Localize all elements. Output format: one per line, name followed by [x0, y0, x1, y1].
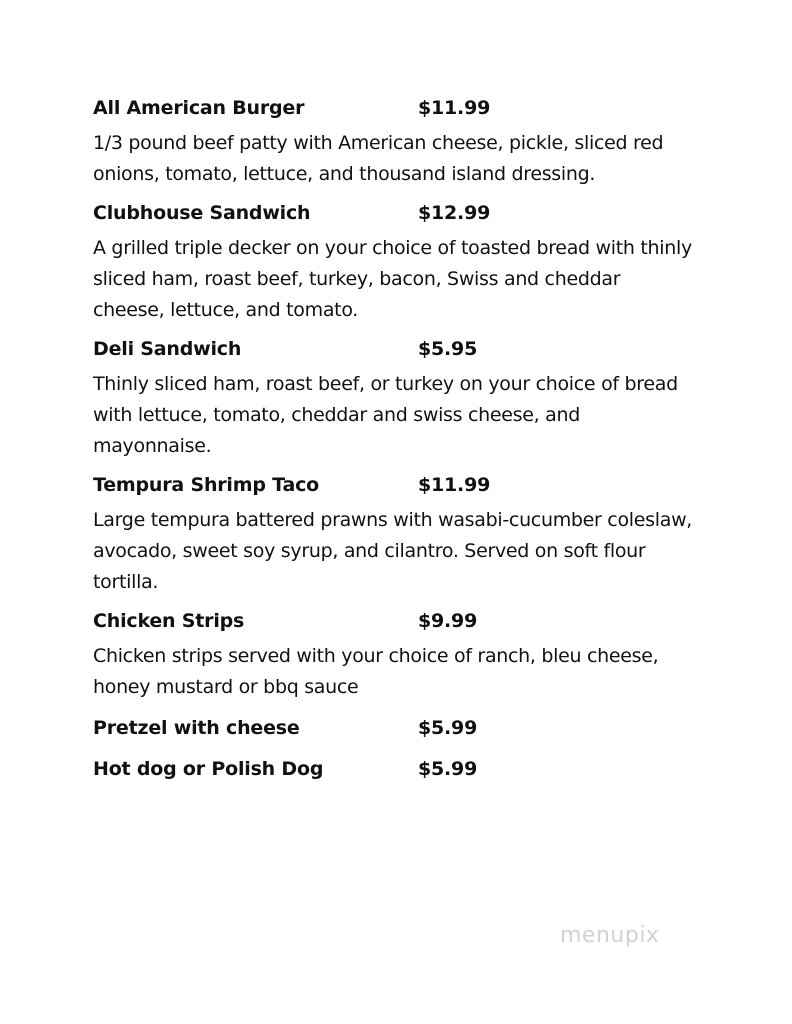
menu-item-header [93, 195, 713, 231]
menu-item-name: Chicken Strips [93, 610, 245, 632]
menu-list [93, 90, 713, 787]
menu-item-header [93, 90, 713, 126]
watermark-logo: menupix [560, 923, 660, 948]
menu-item-price: $11.99 [418, 97, 491, 119]
menu-item-header [93, 467, 713, 503]
menu-item-header [93, 751, 713, 787]
menu-item-description: A grilled triple decker on your choice of toasted bread with thinly sliced ham, roast beef, turkey, bacon, Swiss and cheddar cheese, lettuce, and tomato. [93, 237, 692, 321]
menu-item-header [93, 710, 713, 746]
menu-item-header [93, 331, 713, 367]
menu-item-pretzel-with-cheese [93, 710, 713, 746]
menu-item-hot-dog [93, 751, 713, 787]
menu-item-description: Large tempura battered prawns with wasabi-cucumber coleslaw, avocado, sweet soy syrup, and cilantro. Served on soft flour tortilla. [93, 509, 693, 593]
menu-item-name: Hot dog or Polish Dog [93, 758, 324, 780]
menu-item-price: $11.99 [418, 474, 491, 496]
menu-item-clubhouse-sandwich [93, 195, 713, 331]
menu-item-tempura-shrimp-taco [93, 467, 713, 603]
menu-item-price: $5.99 [418, 758, 478, 780]
menu-item-deli-sandwich [93, 331, 713, 467]
menu-item-price: $9.99 [418, 610, 478, 632]
menu-item-description: Chicken strips served with your choice of ranch, bleu cheese, honey mustard or bbq sauce [93, 645, 659, 698]
menu-item-name: Tempura Shrimp Taco [93, 474, 320, 496]
menu-item-price: $12.99 [418, 202, 491, 224]
menu-item-name: Pretzel with cheese [93, 717, 300, 739]
menu-item-chicken-strips [93, 603, 713, 708]
menu-item-name: Deli Sandwich [93, 338, 242, 360]
menu-item-description: Thinly sliced ham, roast beef, or turkey on your choice of bread with lettuce, tomato, cheddar and swiss cheese, and mayonnaise. [93, 373, 678, 457]
menu-item-name: All American Burger [93, 97, 305, 119]
menu-item-description: 1/3 pound beef patty with American cheese, pickle, sliced red onions, tomato, lettuce, and thousand island dressing. [93, 132, 664, 185]
menu-item-all-american-burger [93, 90, 713, 195]
menu-item-name: Clubhouse Sandwich [93, 202, 311, 224]
menu-item-price: $5.99 [418, 717, 478, 739]
menu-item-header [93, 603, 713, 639]
menu-item-price: $5.95 [418, 338, 478, 360]
